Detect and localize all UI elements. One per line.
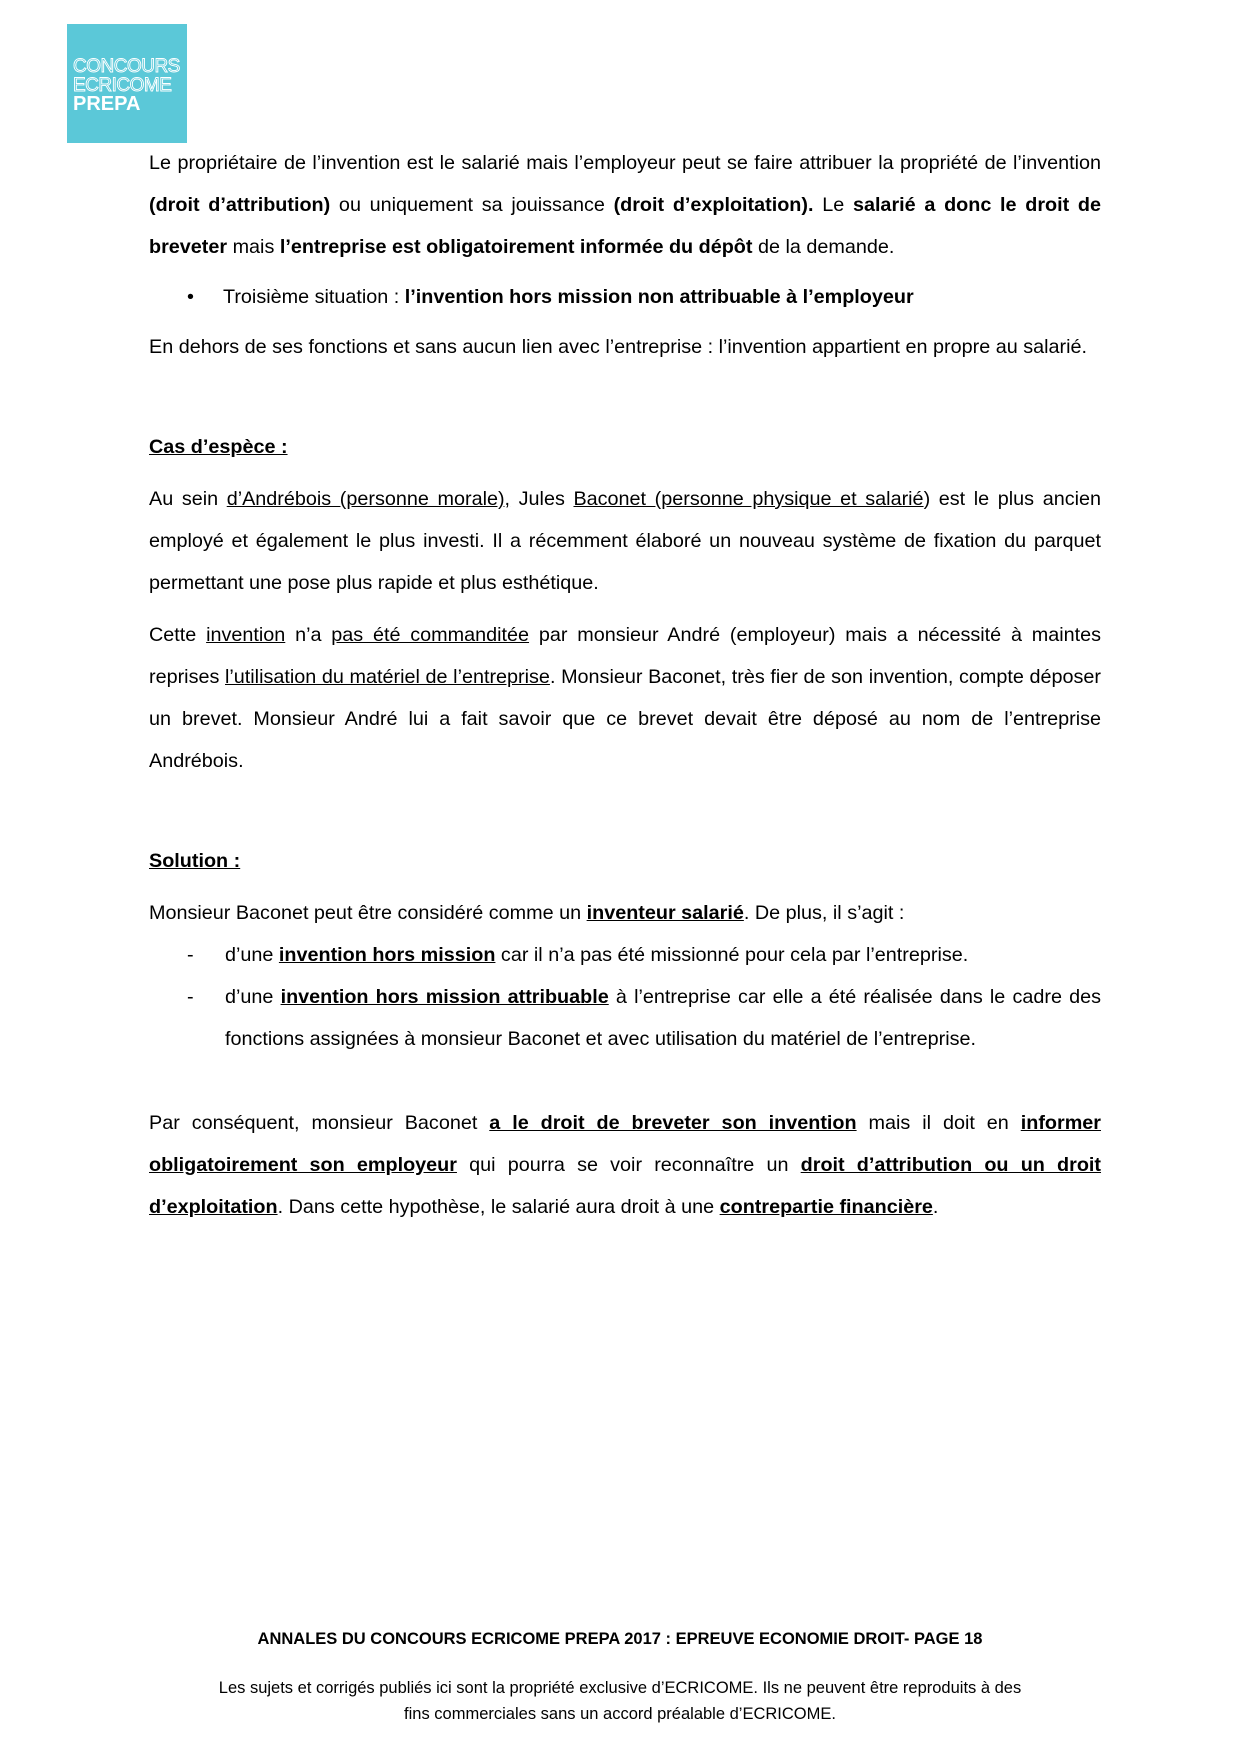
paragraph-outside-functions: En dehors de ses fonctions et sans aucun lien avec l’entreprise : l’invention appartient en propre au salarié. bbox=[149, 336, 1087, 358]
text: Cette bbox=[149, 624, 207, 646]
bold-text: l’entreprise est obligatoirement informée du dépôt bbox=[279, 236, 753, 258]
text: . Monsieur Baconet, très fier de son invention, compte déposer un brevet. Monsieur André lui a fait savoir que ce brevet devait être déposé au nom de l’entreprise Andrébois. bbox=[149, 666, 1102, 772]
text: par monsieur André (employeur) mais a nécessité à maintes reprises bbox=[149, 624, 1102, 688]
text: Par conséquent, monsieur Baconet bbox=[149, 1112, 490, 1134]
footer-title: ANNALES DU CONCOURS ECRICOME PREPA 2017 : EPREUVE ECONOMIE DROIT- PAGE 18 bbox=[257, 1630, 983, 1648]
bold-underlined-text: invention hors mission attribuable bbox=[280, 986, 609, 1008]
logo-line-ecricome: ECRICOME bbox=[73, 75, 172, 96]
underlined-text: invention bbox=[206, 624, 286, 646]
text: . Dans cette hypothèse, le salarié aura droit à une bbox=[277, 1196, 720, 1218]
text: car il n’a pas été missionné pour cela par l’entreprise. bbox=[495, 944, 969, 966]
bold-underlined-text: informer obligatoirement son employeur bbox=[149, 1112, 1101, 1176]
text: Jules bbox=[510, 488, 574, 510]
text: Troisième situation : bbox=[223, 286, 405, 308]
text: Monsieur Baconet peut être considéré comme un bbox=[149, 902, 587, 924]
bold-underlined-text: contrepartie financière bbox=[719, 1196, 933, 1218]
paragraph-cas-2 bbox=[149, 614, 1101, 782]
dash-marker: - bbox=[187, 986, 194, 1008]
paragraph-conclusion bbox=[149, 1102, 1101, 1228]
heading-solution: Solution : bbox=[149, 850, 241, 872]
dash-item-1 bbox=[149, 934, 1101, 976]
document-body bbox=[149, 142, 1101, 1228]
text: mais il doit en bbox=[856, 1112, 1021, 1134]
bold-underlined-text: droit d’attribution ou un droit d’exploitation bbox=[149, 1154, 1102, 1218]
text: ) est le plus ancien employé et également le plus investi. Il a récemment élaboré un nouveau système de fixation du parquet permettant une pose plus rapide et plus esthétique. bbox=[149, 488, 1101, 594]
underlined-text: d’Andrébois (personne morale), bbox=[226, 488, 511, 510]
bold-underlined-text: a le droit de breveter son invention bbox=[489, 1112, 857, 1134]
text: d’une bbox=[225, 986, 281, 1008]
dash-item-2 bbox=[149, 976, 1101, 1060]
text: à l’entreprise car elle a été réalisée dans le cadre des fonctions assignées à monsieur Baconet et avec utilisation du matériel de l’entreprise. bbox=[225, 986, 1102, 1050]
footer-note-line-1: Les sujets et corrigés publiés ici sont la propriété exclusive d’ECRICOME. Ils ne peuvent être reproduits à des bbox=[218, 1679, 1022, 1697]
bold-text: salarié a donc le droit de breveter bbox=[149, 194, 1102, 258]
text: Au sein bbox=[149, 488, 227, 510]
text: Le propriétaire de l’invention est le salarié mais l’employeur peut se faire attribuer la propriété de l’invention bbox=[149, 152, 1101, 174]
bold-text: (droit d’exploitation). bbox=[613, 194, 814, 216]
footer-copyright-note bbox=[0, 1675, 1240, 1727]
bold-text: (droit d’attribution) bbox=[149, 194, 331, 216]
text: ou uniquement sa jouissance bbox=[330, 194, 614, 216]
paragraph-solution-intro bbox=[149, 892, 1101, 934]
heading-cas-espece: Cas d’espèce : bbox=[149, 436, 288, 458]
paragraph-cas-1 bbox=[149, 478, 1101, 604]
text: . bbox=[932, 1196, 939, 1218]
bullet-icon: • bbox=[187, 286, 194, 308]
bold-text: l’invention hors mission non attribuable à l’employeur bbox=[404, 286, 914, 308]
text: qui pourra se voir reconnaître un bbox=[456, 1154, 801, 1176]
bullet-third-situation bbox=[149, 276, 1101, 318]
text: n’a bbox=[285, 624, 332, 646]
logo-line-concours: CONCOURS bbox=[73, 56, 180, 77]
underlined-text: Baconet (personne physique et salarié bbox=[573, 488, 924, 510]
logo-line-prepa: PREPA bbox=[73, 93, 141, 115]
underlined-text: l’utilisation du matériel de l’entreprise bbox=[225, 666, 550, 688]
bold-underlined-text: invention hors mission bbox=[278, 944, 496, 966]
text: Le bbox=[813, 194, 853, 216]
bold-underlined-text: inventeur salarié bbox=[586, 902, 744, 924]
paragraph-ownership bbox=[149, 142, 1101, 268]
text: d’une bbox=[225, 944, 279, 966]
text: de la demande. bbox=[752, 236, 895, 258]
footer-note-line-2: fins commerciales sans un accord préalable d’ECRICOME. bbox=[404, 1705, 836, 1723]
dash-marker: - bbox=[187, 944, 194, 966]
text: . De plus, il s’agit : bbox=[743, 902, 905, 924]
underlined-text: pas été commanditée bbox=[331, 624, 530, 646]
text: mais bbox=[227, 236, 280, 258]
ecricome-logo bbox=[67, 24, 187, 143]
